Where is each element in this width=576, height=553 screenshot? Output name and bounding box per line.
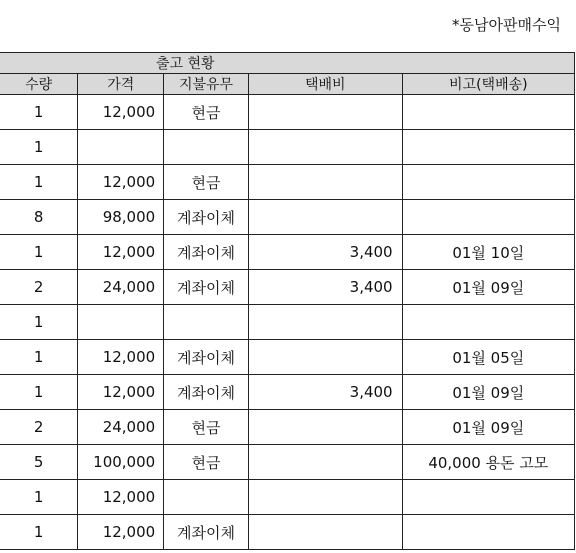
remarks-cell	[402, 305, 574, 340]
payment-cell: 계좌이체	[164, 235, 249, 270]
remarks-cell: 40,000 용돈 고모	[402, 445, 574, 480]
shipping-fee-cell	[248, 130, 402, 165]
remarks-cell: 01월 05일	[402, 340, 574, 375]
remarks-cell: 01월 10일	[402, 235, 574, 270]
payment-cell: 현금	[164, 445, 249, 480]
table-row	[0, 200, 575, 235]
price-cell: 98,000	[78, 200, 164, 235]
price-cell: 12,000	[78, 480, 164, 515]
qty-cell: 1	[0, 165, 78, 200]
table-row	[0, 235, 575, 270]
remarks-cell	[402, 165, 574, 200]
shipping-fee-cell	[248, 165, 402, 200]
shipping-fee-cell	[248, 445, 402, 480]
remarks-cell	[402, 480, 574, 515]
table-row	[0, 305, 575, 340]
price-cell: 12,000	[78, 95, 164, 130]
table-row	[0, 165, 575, 200]
remarks-cell	[402, 200, 574, 235]
sales-note: *동남아판매수익	[452, 16, 561, 34]
table-row	[0, 375, 575, 410]
table-row	[0, 480, 575, 515]
price-cell: 24,000	[78, 410, 164, 445]
payment-cell	[164, 480, 249, 515]
shipping-fee-cell	[248, 95, 402, 130]
group-header-cell	[0, 53, 575, 74]
payment-cell: 현금	[164, 410, 249, 445]
shipment-table	[0, 52, 575, 550]
qty-cell: 1	[0, 95, 78, 130]
header-qty: 수량	[0, 74, 78, 95]
price-cell: 24,000	[78, 270, 164, 305]
qty-cell: 1	[0, 375, 78, 410]
price-cell: 12,000	[78, 165, 164, 200]
payment-cell: 계좌이체	[164, 375, 249, 410]
remarks-cell: 01월 09일	[402, 270, 574, 305]
column-header-row	[0, 74, 575, 95]
price-cell	[78, 130, 164, 165]
shipping-fee-cell	[248, 515, 402, 550]
price-cell: 12,000	[78, 375, 164, 410]
qty-cell: 5	[0, 445, 78, 480]
header-price: 가격	[78, 74, 164, 95]
table-row	[0, 95, 575, 130]
payment-cell	[164, 305, 249, 340]
qty-cell: 1	[0, 515, 78, 550]
qty-cell: 1	[0, 305, 78, 340]
table-row	[0, 515, 575, 550]
table-row	[0, 410, 575, 445]
shipping-fee-cell: 3,400	[248, 235, 402, 270]
shipping-fee-cell	[248, 305, 402, 340]
qty-cell: 1	[0, 235, 78, 270]
price-cell: 12,000	[78, 340, 164, 375]
remarks-cell	[402, 95, 574, 130]
payment-cell: 계좌이체	[164, 270, 249, 305]
shipping-fee-cell	[248, 340, 402, 375]
qty-cell: 1	[0, 130, 78, 165]
shipping-fee-cell: 3,400	[248, 375, 402, 410]
qty-cell: 1	[0, 480, 78, 515]
table-row	[0, 445, 575, 480]
payment-cell: 계좌이체	[164, 515, 249, 550]
shipping-fee-cell	[248, 410, 402, 445]
table-row	[0, 270, 575, 305]
payment-cell: 현금	[164, 95, 249, 130]
qty-cell: 8	[0, 200, 78, 235]
qty-cell: 1	[0, 340, 78, 375]
table-row	[0, 130, 575, 165]
price-cell: 12,000	[78, 235, 164, 270]
remarks-cell	[402, 515, 574, 550]
payment-cell: 현금	[164, 165, 249, 200]
qty-cell: 2	[0, 270, 78, 305]
header-remarks: 비고(택배송)	[402, 74, 574, 95]
remarks-cell: 01월 09일	[402, 375, 574, 410]
shipping-fee-cell	[248, 200, 402, 235]
price-cell: 100,000	[78, 445, 164, 480]
header-payment: 지불유무	[164, 74, 249, 95]
payment-cell: 계좌이체	[164, 340, 249, 375]
group-header-label: 출고 현황	[156, 56, 215, 72]
price-cell	[78, 305, 164, 340]
table-row	[0, 340, 575, 375]
payment-cell: 계좌이체	[164, 200, 249, 235]
shipping-fee-cell: 3,400	[248, 270, 402, 305]
remarks-cell: 01월 09일	[402, 410, 574, 445]
shipping-fee-cell	[248, 480, 402, 515]
payment-cell	[164, 130, 249, 165]
price-cell: 12,000	[78, 515, 164, 550]
group-header-row	[0, 53, 575, 74]
qty-cell: 2	[0, 410, 78, 445]
header-shipping-fee: 택배비	[248, 74, 402, 95]
remarks-cell	[402, 130, 574, 165]
